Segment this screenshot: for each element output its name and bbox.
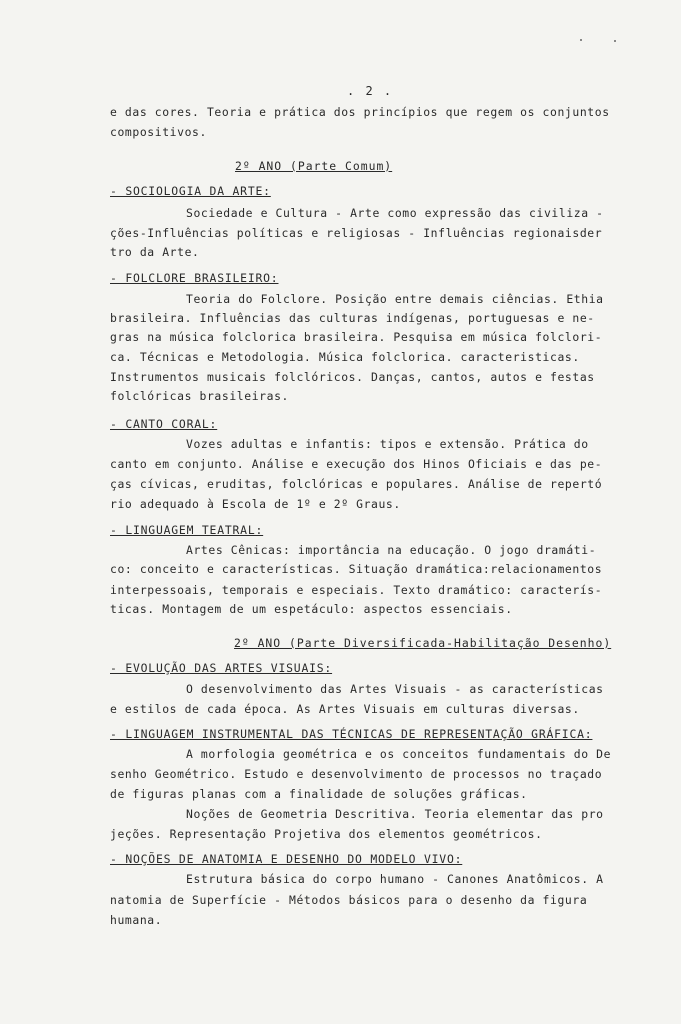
folclore-line: ca. Técnicas e Metodologia. Música folclorica. caracteristicas. [110,350,580,364]
anatomia-line: Estrutura básica do corpo humano - Canones Anatômicos. A [186,872,604,886]
section-title-canto: - CANTO CORAL: [110,417,218,431]
intro-line: e das cores. Teoria e prática dos princípios que regem os conjuntos [110,105,610,119]
instrumental-line: jeções. Representação Projetiva dos elementos geométricos. [110,827,543,841]
canto-line: ças cívicas, eruditas, folclóricas e populares. Análise de repertó [110,477,603,491]
paper-speck [614,40,616,42]
evolucao-line: O desenvolvimento das Artes Visuais - as características [186,682,604,696]
page-number: . 2 . [347,84,394,98]
instrumental-line: de figuras planas com a finalidade de soluções gráficas. [110,787,528,801]
section-title-instrumental: - LINGUAGEM INSTRUMENTAL DAS TÉCNICAS DE REPRESENTAÇÃO GRÁFICA: [110,727,593,741]
sociologia-line: ções-Influências políticas e religiosas - Influências regionaisder [110,226,603,240]
teatral-line: interpessoais, temporais e especiais. Texto dramático: caracterís- [110,583,603,597]
anatomia-line: natomia de Superfície - Métodos básicos para o desenho da figura [110,893,588,907]
year-heading-diversified: 2º ANO (Parte Diversificada-Habilitação Desenho) [234,636,612,650]
teatral-line: Artes Cênicas: importância na educação. O jogo dramáti- [186,543,597,557]
instrumental-line: senho Geométrico. Estudo e desenvolvimento de processos no traçado [110,767,603,781]
paper-speck [580,39,582,41]
instrumental-line: A morfologia geométrica e os conceitos fundamentais do De [186,747,612,761]
intro-line: compositivos. [110,125,207,139]
folclore-line: folclóricas brasileiras. [110,389,289,403]
sociologia-line: tro da Arte. [110,245,200,259]
section-title-teatral: - LINGUAGEM TEATRAL: [110,523,264,537]
folclore-line: Instrumentos musicais folclóricos. Danças, cantos, autos e festas [110,370,595,384]
canto-line: Vozes adultas e infantis: tipos e extensão. Prática do [186,437,589,451]
canto-line: canto em conjunto. Análise e execução dos Hinos Oficiais e das pe- [110,457,603,471]
instrumental-line: Noções de Geometria Descritiva. Teoria elementar das pro [186,807,604,821]
sociologia-line: Sociedade e Cultura - Arte como expressão das civiliza - [186,206,604,220]
year-heading-common: 2º ANO (Parte Comum) [235,159,393,173]
folclore-line: brasileira. Influências das culturas indígenas, portuguesas e ne- [110,311,595,325]
teatral-line: co: conceito e características. Situação dramática:relacionamentos [110,562,603,576]
folclore-line: gras na música folclorica brasileira. Pesquisa em música folclori- [110,330,603,344]
canto-line: rio adequado à Escola de 1º e 2º Graus. [110,497,401,511]
evolucao-line: e estilos de cada época. As Artes Visuais em culturas diversas. [110,702,580,716]
folclore-line: Teoria do Folclore. Posição entre demais ciências. Ethia [186,292,604,306]
section-title-sociologia: - SOCIOLOGIA DA ARTE: [110,184,271,198]
section-title-folclore: - FOLCLORE BRASILEIRO: [110,271,279,285]
anatomia-line: humana. [110,913,163,927]
teatral-line: ticas. Montagem de um espetáculo: aspectos essenciais. [110,602,513,616]
section-title-anatomia: - NOÇÕES DE ANATOMIA E DESENHO DO MODELO VIVO: [110,852,463,866]
section-title-evolucao: - EVOLUÇÃO DAS ARTES VISUAIS: [110,661,333,675]
